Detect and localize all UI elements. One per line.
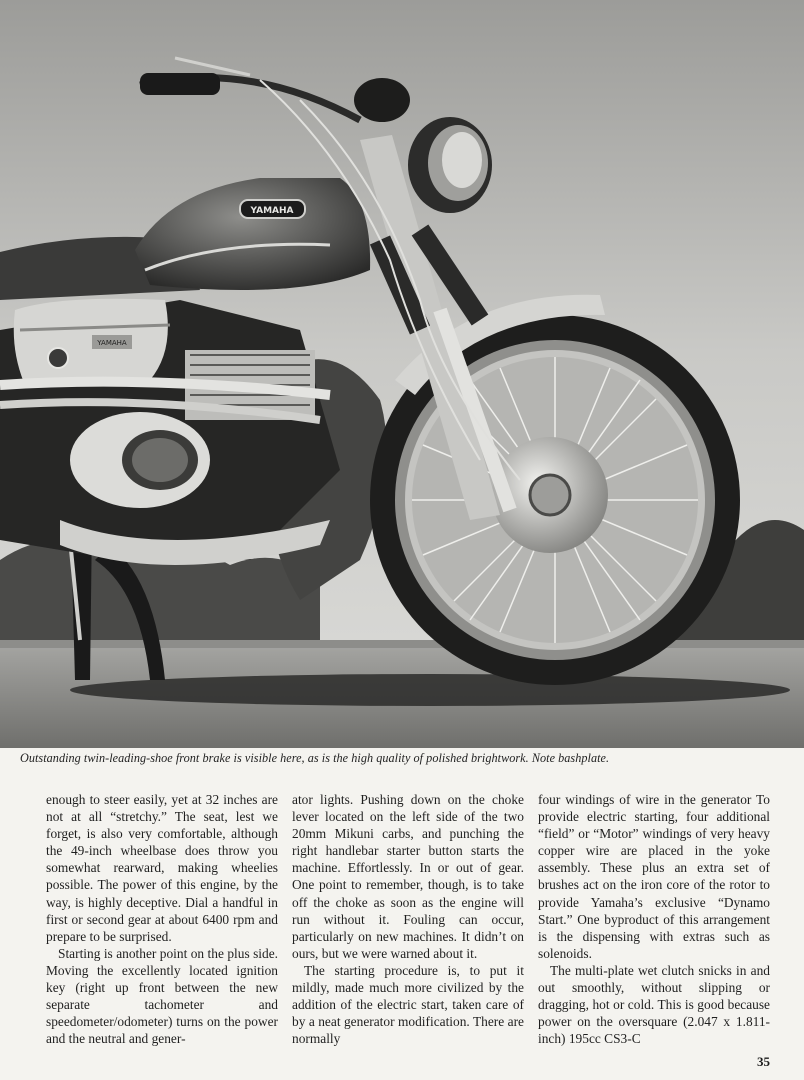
paragraph: four windings of wire in the generator To provide electric starting, four additional “field” or “Motor” windings of very heavy copper wire are placed in the yoke assembly. These plus an extra set of brushes act on the iron core of the rotor to provide Yamaha’s exclusive “Dynamo Start.” One byproduct of this arrangement is the dispensing with extras such as solenoids. (538, 792, 770, 961)
paragraph: ator lights. Pushing down on the choke lever located on the left side of the two 20mm Mikuni carbs, and punching the right handlebar starter button starts the machine. Effortlessly. In or out of gear. One point to remember, though, is to take off the choke as soon as the engine will run without it. Fouling can occur, particularly on new machines. It didn’t on ours, but we were warned about it. (292, 792, 524, 961)
paragraph: The multi-plate wet clutch snicks in and out smoothly, without slipping or dragging, hot or cold. This is good because power on the oversquare (2.047 x 1.811-inch) 195cc CS3-C (538, 962, 770, 1047)
paragraph: enough to steer easily, yet at 32 inches are not at all “stretchy.” The seat, lest we forget, is also very comfortable, although the 49-inch wheelbase does throw you somewhat rearward, making wheelies possible. The power of this engine, by the way, is highly deceptive. Dial a handful in first or second gear at about 6400 rpm and prepare to be surprised. (46, 792, 278, 944)
photo-caption: Outstanding twin-leading-shoe front brake is visible here, as is the high quality of polished brightwork. Note bashplate. (20, 751, 610, 765)
article-body (46, 791, 770, 1061)
svg-text:YAMAHA: YAMAHA (250, 206, 294, 216)
page-number: 35 (757, 1054, 770, 1069)
paragraph: The starting procedure is, to put it mildly, made much more civilized by the addition of the electric start, taken care of by a neat generator modification. There are normally (292, 962, 524, 1047)
svg-text:YAMAHA: YAMAHA (97, 339, 127, 347)
paragraph: Starting is another point on the plus side. Moving the excellently located ignition key (right up front between the new separate tachometer and speedometer/odometer) turns on the power and the neutral and gener- (46, 945, 278, 1047)
text-column-1 (46, 791, 278, 1061)
text-column-3 (538, 791, 770, 1061)
text-column-2 (292, 791, 524, 1061)
